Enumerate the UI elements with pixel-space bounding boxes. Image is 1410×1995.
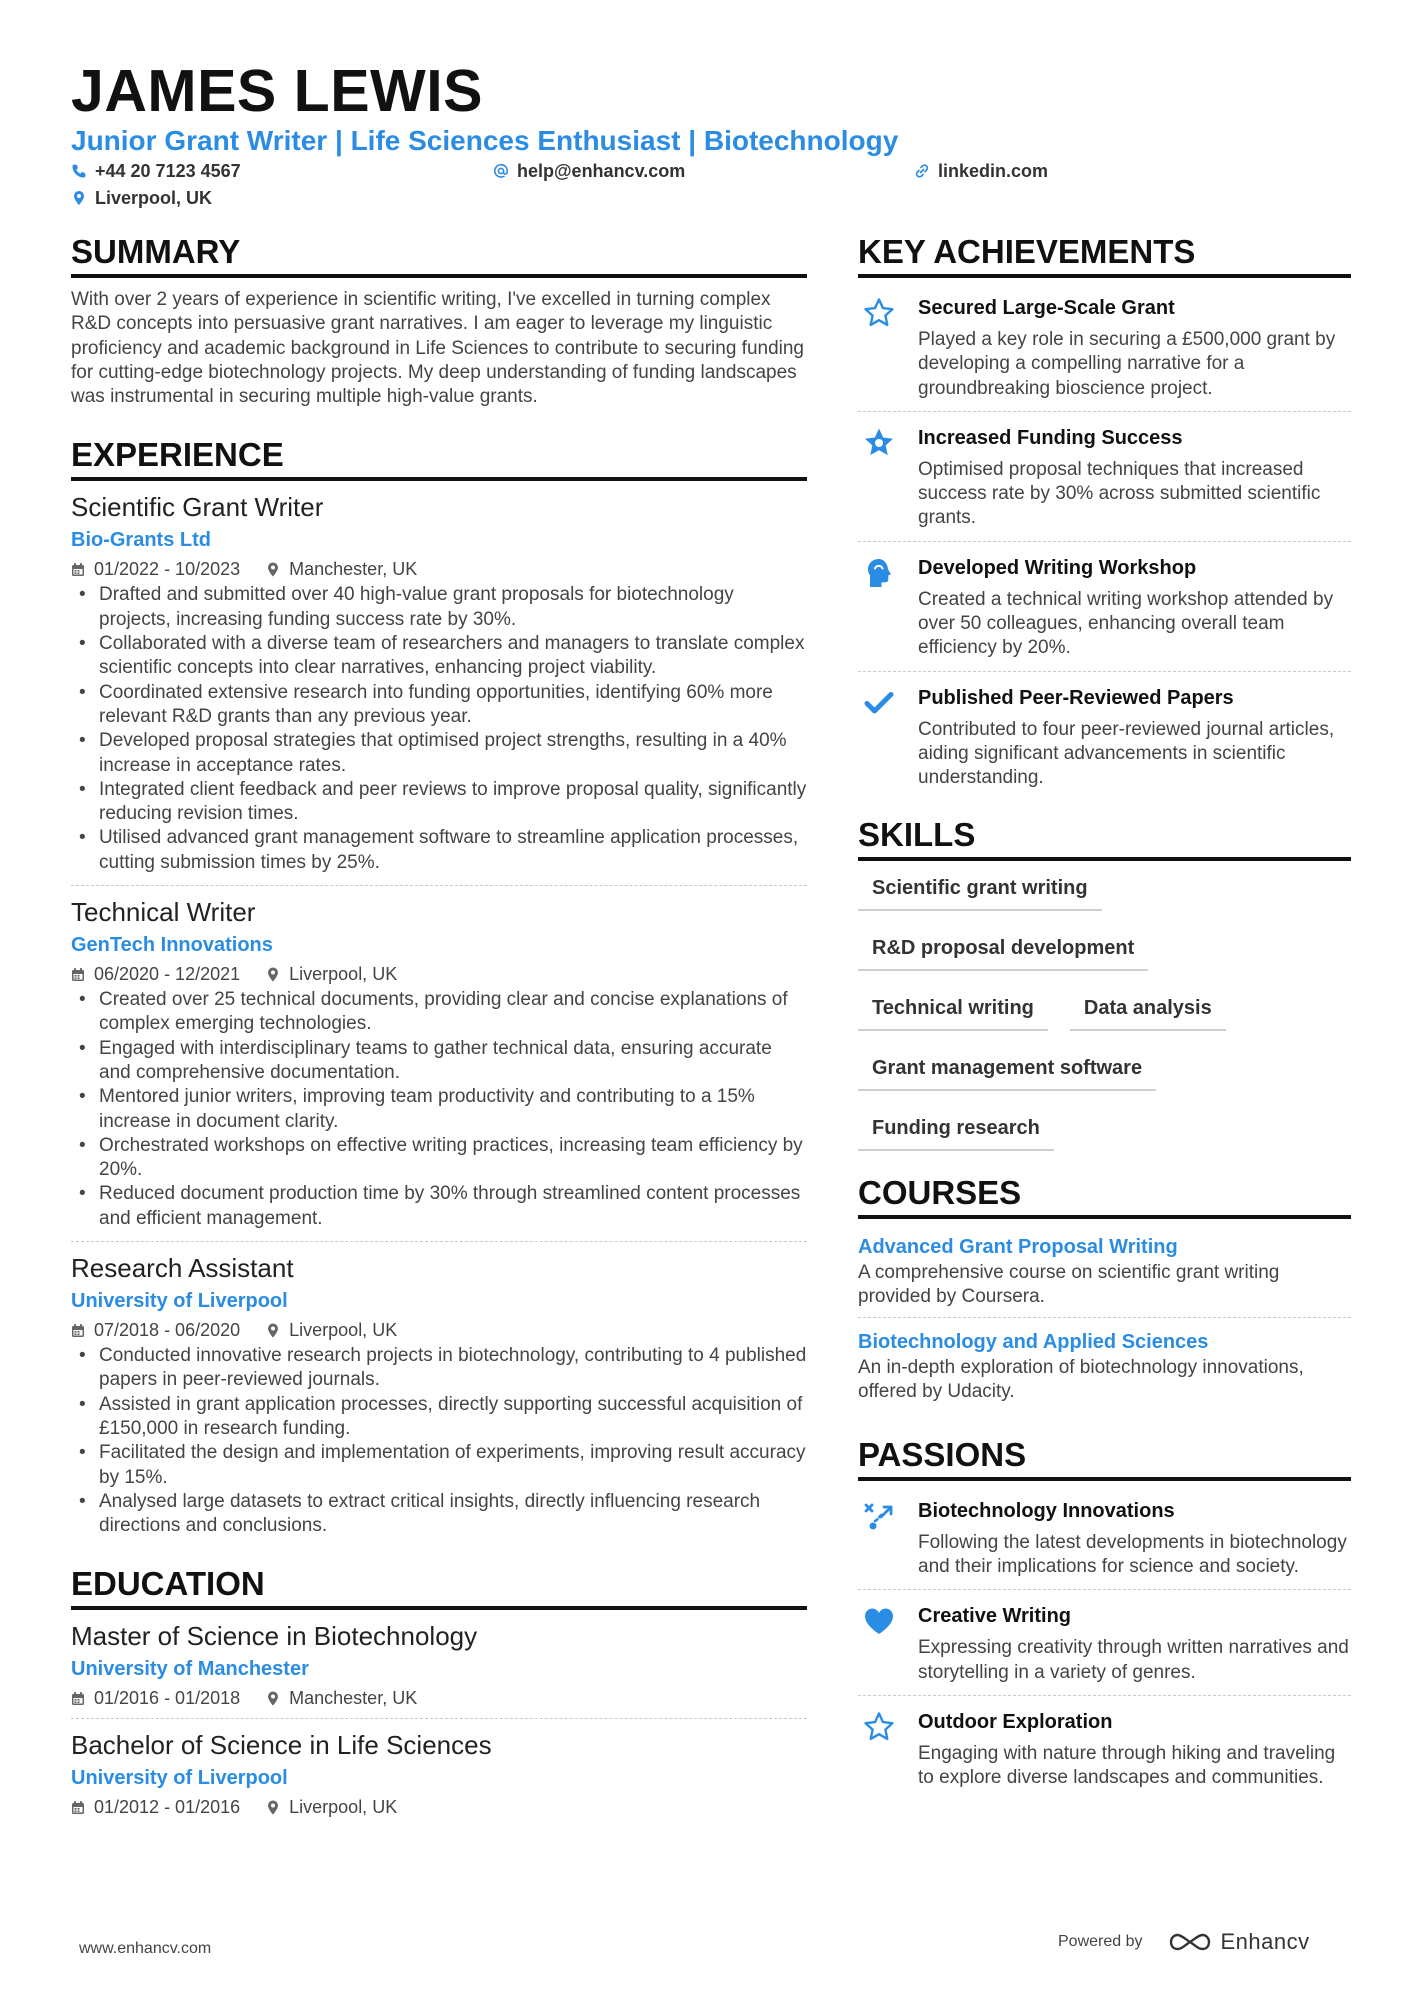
course-desc: An in-depth exploration of biotechnology innovations, offered by Udacity. [858, 1357, 1304, 1403]
bullet-item: • Orchestrated workshops on effective writing practices, increasing team efficiency by 20%. [71, 1134, 807, 1183]
bullet-item: • Created over 25 technical documents, providing clear and concise explanations of complex emerging technologies. [71, 988, 807, 1037]
contact-email[interactable] [493, 160, 685, 182]
passion-item [858, 1596, 1351, 1696]
job-location [266, 1318, 397, 1342]
skill-tag: R&D proposal development [858, 931, 1148, 971]
brand-name: Enhancv [1220, 1929, 1310, 1954]
passion-title: Outdoor Exploration [918, 1710, 1113, 1733]
achievement-desc: Played a key role in securing a £500,000 grant by developing a compelling narrative for a groundbreaking bioscience project. [918, 329, 1336, 399]
bullet-item: • Assisted in grant application processes, directly supporting successful acquisition of £150,000 in research funding. [71, 1393, 807, 1442]
bullet-item: • Coordinated extensive research into funding opportunities, identifying 60% more relevant R&D grants than any previous year. [71, 681, 807, 730]
education-dates [71, 1686, 240, 1710]
skill-tag: Technical writing [858, 991, 1048, 1031]
passion-desc: Following the latest developments in biotechnology and their implications for science and society. [918, 1531, 1347, 1578]
head-icon [862, 556, 896, 590]
location-pin-icon [266, 1323, 280, 1338]
headline: Junior Grant Writer | Life Sciences Enthusiast | Biotechnology [71, 125, 899, 156]
skills-section [858, 815, 1351, 1151]
passion-title: Biotechnology Innovations [918, 1499, 1175, 1522]
passions-section [858, 1435, 1351, 1801]
right-column [858, 232, 1351, 1807]
skill-tag: Scientific grant writing [858, 871, 1102, 911]
location-text: Liverpool, UK [95, 188, 213, 208]
route-icon [862, 1499, 896, 1533]
achievement-title: Developed Writing Workshop [918, 556, 1197, 579]
course-desc: A comprehensive course on scientific grant writing provided by Coursera. [858, 1261, 1280, 1307]
education-entry [71, 1729, 807, 1827]
education-section [71, 1564, 807, 1827]
job-bullets [71, 988, 807, 1231]
location-pin-icon [266, 562, 280, 577]
job-dates [71, 1318, 240, 1342]
summary-section [71, 232, 807, 409]
dates-text: 01/2016 - 01/2018 [94, 1688, 241, 1709]
achievements-section [858, 232, 1351, 801]
course-title: Advanced Grant Proposal Writing [858, 1235, 1178, 1258]
passions-title: PASSIONS [858, 1435, 1351, 1481]
contact-location [71, 187, 212, 209]
dates-text: 06/2020 - 12/2021 [94, 964, 241, 985]
company-name: Bio-Grants Ltd [71, 529, 211, 552]
link-icon [914, 163, 930, 179]
calendar-icon [71, 1800, 85, 1815]
education-location [266, 1795, 397, 1819]
achievements-title: KEY ACHIEVEMENTS [858, 232, 1351, 278]
location-text: Liverpool, UK [289, 1320, 398, 1341]
footer-branding[interactable] [1058, 1929, 1310, 1955]
job-bullets [71, 1344, 807, 1538]
bullet-item: • Developed proposal strategies that optimised project strengths, resulting in a 40% increase in acceptance rates. [71, 729, 807, 778]
school-name: University of Manchester [71, 1658, 309, 1681]
phone-text: +44 20 7123 4567 [95, 161, 241, 181]
location-text: Liverpool, UK [289, 1797, 398, 1818]
job-entry [71, 491, 807, 886]
achievement-item [858, 548, 1351, 672]
left-column [71, 232, 807, 1837]
achievement-desc: Contributed to four peer-reviewed journal articles, aiding significant advancements in scientific understanding. [918, 718, 1335, 789]
bullet-item: • Utilised advanced grant management software to streamline application processes, cutting submission times by 25%. [71, 826, 807, 875]
job-meta [71, 557, 807, 581]
passion-item [858, 1702, 1351, 1801]
achievement-title: Increased Funding Success [918, 426, 1183, 449]
contact-phone[interactable] [71, 160, 241, 182]
achievement-item [858, 418, 1351, 542]
courses-title: COURSES [858, 1173, 1351, 1219]
education-title: EDUCATION [71, 1564, 807, 1610]
bullet-item: • Engaged with interdisciplinary teams to gather technical data, ensuring accurate and comprehensive documentation. [71, 1037, 807, 1086]
company-name: GenTech Innovations [71, 934, 273, 957]
linkedin-text: linkedin.com [938, 161, 1049, 181]
school-name: University of Liverpool [71, 1767, 288, 1790]
achievement-title: Secured Large-Scale Grant [918, 297, 1175, 319]
job-title: Scientific Grant Writer [71, 492, 324, 523]
calendar-icon [71, 1323, 85, 1338]
bullet-item: • Drafted and submitted over 40 high-value grant proposals for biotechnology projects, increasing funding success rate by 30%. [71, 583, 807, 632]
star-outline-icon [862, 296, 896, 330]
education-location [266, 1686, 417, 1710]
job-entry [71, 896, 807, 1242]
location-text: Liverpool, UK [289, 964, 398, 985]
achievement-item [858, 288, 1351, 412]
job-meta [71, 1318, 807, 1342]
calendar-icon [71, 1691, 85, 1706]
star-badge-icon [862, 426, 896, 460]
passion-desc: Engaging with nature through hiking and traveling to explore diverse landscapes and communities. [918, 1742, 1336, 1789]
passion-title: Creative Writing [918, 1605, 1071, 1628]
bullet-item: • Analysed large datasets to extract critical insights, directly influencing research directions and conclusions. [71, 1490, 807, 1539]
bullet-item: • Facilitated the design and implementation of experiments, improving result accuracy by 15%. [71, 1441, 807, 1490]
course-item [858, 1324, 1351, 1413]
dates-text: 01/2012 - 01/2016 [94, 1797, 241, 1818]
location-text: Manchester, UK [289, 559, 418, 580]
course-title: Biotechnology and Applied Sciences [858, 1331, 1209, 1354]
skills-list [858, 871, 1351, 1151]
skills-title: SKILLS [858, 815, 1351, 861]
passion-desc: Expressing creativity through written narratives and storytelling in a variety of genres. [918, 1637, 1349, 1683]
degree-title: Master of Science in Biotechnology [71, 1621, 478, 1652]
powered-by-label: Powered by [1058, 1933, 1143, 1950]
enhancv-logo-icon [1167, 1930, 1213, 1954]
bullet-item: • Conducted innovative research projects in biotechnology, contributing to 4 published papers in peer-reviewed journals. [71, 1344, 807, 1393]
education-entry [71, 1620, 807, 1719]
job-title: Research Assistant [71, 1253, 294, 1284]
job-dates [71, 557, 240, 581]
contact-linkedin[interactable] [914, 160, 1048, 182]
experience-title: EXPERIENCE [71, 435, 807, 481]
job-location [266, 557, 417, 581]
location-pin-icon [266, 1800, 280, 1815]
education-meta [71, 1686, 807, 1710]
at-icon [493, 163, 509, 179]
job-title: Technical Writer [71, 897, 256, 928]
heart-icon [862, 1604, 896, 1638]
bullet-item: • Collaborated with a diverse team of researchers and managers to translate complex scientific concepts into clear narratives, enhancing project viability. [71, 632, 807, 681]
courses-section [858, 1173, 1351, 1413]
achievement-desc: Created a technical writing workshop attended by over 50 colleagues, enhancing overall team efficiency by 20%. [918, 588, 1334, 659]
location-text: Manchester, UK [289, 1688, 418, 1709]
bullet-item: • Integrated client feedback and peer reviews to improve proposal quality, significantly reducing revision times. [71, 778, 807, 827]
skill-tag: Grant management software [858, 1051, 1156, 1091]
skill-tag: Funding research [858, 1111, 1054, 1151]
education-meta [71, 1795, 807, 1819]
location-pin-icon [266, 1691, 280, 1706]
dates-text: 01/2022 - 10/2023 [94, 559, 241, 580]
checkmark-icon [862, 686, 896, 720]
achievement-title: Published Peer-Reviewed Papers [918, 686, 1234, 709]
job-bullets [71, 583, 807, 875]
calendar-icon [71, 967, 85, 982]
job-entry [71, 1252, 807, 1548]
candidate-name: JAMES LEWIS [71, 58, 483, 124]
footer-website[interactable]: www.enhancv.com [79, 1940, 212, 1957]
email-text: help@enhancv.com [517, 161, 686, 181]
job-location [266, 962, 397, 986]
skill-tag: Data analysis [1070, 991, 1226, 1031]
location-pin-icon [71, 190, 87, 206]
calendar-icon [71, 562, 85, 577]
job-dates [71, 962, 240, 986]
location-pin-icon [266, 967, 280, 982]
achievement-desc: Optimised proposal techniques that increased success rate by 30% across submitted scientific grants. [918, 458, 1321, 529]
degree-title: Bachelor of Science in Life Sciences [71, 1730, 492, 1761]
dates-text: 07/2018 - 06/2020 [94, 1320, 241, 1341]
job-meta [71, 962, 807, 986]
bullet-item: • Mentored junior writers, improving team productivity and contributing to a 15% increase in document clarity. [71, 1085, 807, 1134]
passion-item [858, 1491, 1351, 1591]
course-item [858, 1229, 1351, 1319]
summary-text: With over 2 years of experience in scientific writing, I've excelled in turning complex R&D concepts into persuasive grant narratives. I am eager to leverage my linguistic proficiency and academic background in Life Sciences to contribute to securing funding for cutting-edge biotechnology projects. My deep understanding of funding landscapes was instrumental in securing multiple high-value grants. [71, 289, 804, 408]
brand-logo [1167, 1929, 1310, 1955]
bullet-item: • Reduced document production time by 30% through streamlined content processes and efficient management. [71, 1182, 807, 1231]
company-name: University of Liverpool [71, 1290, 288, 1313]
achievement-item [858, 678, 1351, 801]
star-outline-icon [862, 1710, 896, 1744]
phone-icon [71, 163, 87, 179]
summary-title: SUMMARY [71, 232, 807, 278]
experience-section [71, 435, 807, 1548]
education-dates [71, 1795, 240, 1819]
